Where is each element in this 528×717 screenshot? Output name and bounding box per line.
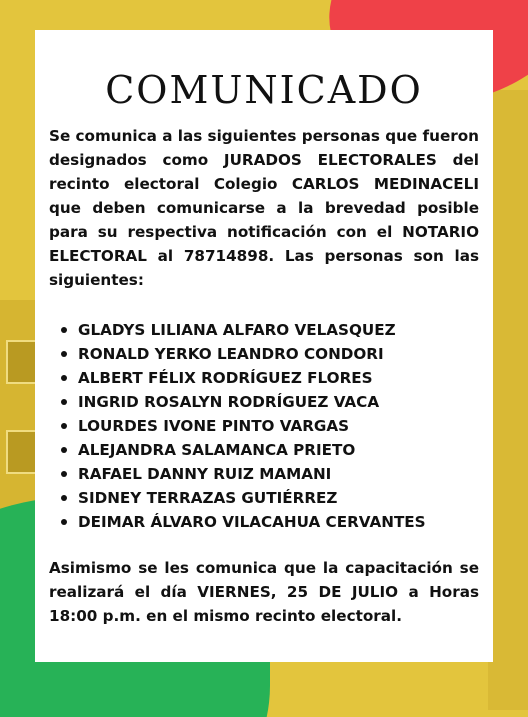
bullet-icon [61, 351, 67, 357]
person-name: INGRID ROSALYN RODRÍGUEZ VACA [78, 393, 380, 411]
person-name: ALEJANDRA SALAMANCA PRIETO [78, 441, 356, 459]
list-item [49, 366, 479, 390]
bullet-icon [61, 399, 67, 405]
list-item [49, 390, 479, 414]
bullet-icon [61, 519, 67, 525]
bullet-icon [61, 327, 67, 333]
person-name: RONALD YERKO LEANDRO CONDORI [78, 345, 384, 363]
bullet-icon [61, 375, 67, 381]
people-list [49, 318, 479, 534]
list-item [49, 462, 479, 486]
intro-paragraph: Se comunica a las siguientes personas que fueron designados como JURADOS ELECTORALES del recinto electoral Colegio CARLOS MEDINACELI que deben comunicarse a la brevedad posible para su respectiva notificación con el NOTARIO ELECTORAL al 78714898. Las personas son las siguientes: [49, 127, 479, 289]
list-item [49, 414, 479, 438]
bullet-icon [61, 471, 67, 477]
list-item [49, 438, 479, 462]
building-window [6, 430, 38, 474]
person-name: SIDNEY TERRAZAS GUTIÉRREZ [78, 489, 338, 507]
person-name: GLADYS LILIANA ALFARO VELASQUEZ [78, 321, 396, 339]
person-name: DEIMAR ÁLVARO VILACAHUA CERVANTES [78, 513, 426, 531]
person-name: ALBERT FÉLIX RODRÍGUEZ FLORES [78, 369, 373, 387]
list-item [49, 486, 479, 510]
announcement-card [35, 30, 493, 662]
building-right-image [488, 90, 528, 710]
list-item [49, 510, 479, 534]
list-item [49, 318, 479, 342]
closing-paragraph: Asimismo se les comunica que la capacitación se realizará el día VIERNES, 25 DE JULIO a Horas 18:00 p.m. en el mismo recinto electoral. [49, 559, 479, 625]
person-name: RAFAEL DANNY RUIZ MAMANI [78, 465, 332, 483]
bullet-icon [61, 495, 67, 501]
list-item [49, 342, 479, 366]
building-window [6, 340, 38, 384]
bullet-icon [61, 423, 67, 429]
person-name: LOURDES IVONE PINTO VARGAS [78, 417, 350, 435]
bullet-icon [61, 447, 67, 453]
page-title: COMUNICADO [105, 68, 423, 112]
